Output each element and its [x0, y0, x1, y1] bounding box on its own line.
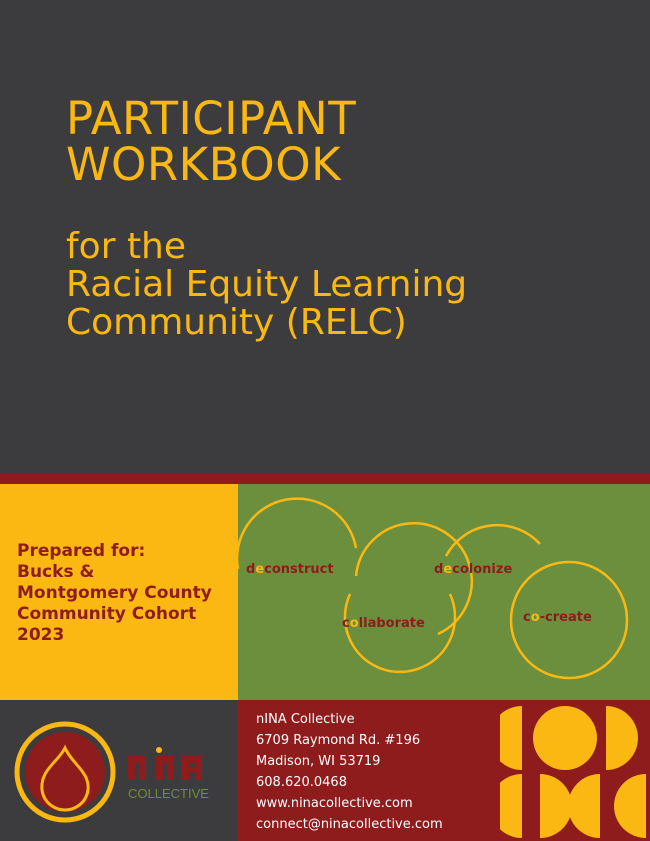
half-circle-icon	[614, 774, 646, 838]
contact-email[interactable]: connect@ninacollective.com	[256, 817, 443, 832]
contact-info	[256, 709, 443, 835]
brand-wordmark-icon	[128, 756, 202, 780]
contact-org: nINA Collective	[256, 712, 355, 727]
arc-deconstruct	[238, 499, 356, 569]
contact-street: 6709 Raymond Rd. #196	[256, 733, 421, 748]
geometric-pattern	[500, 700, 650, 841]
cover-subtitle: for the Racial Equity Learning Community (RELC)	[66, 226, 468, 343]
contact-city: Madison, WI 53719	[256, 754, 381, 769]
cycle-diagram	[238, 484, 650, 700]
contact-phone: 608.620.0468	[256, 775, 347, 790]
full-circle-icon	[533, 706, 597, 770]
word-co-create: co-create	[523, 610, 592, 625]
half-circle-icon	[500, 706, 522, 770]
arc-decolonize	[446, 525, 540, 556]
nina-logo	[0, 700, 238, 841]
logo-collective-text: COLLECTIVE	[128, 786, 209, 801]
contact-panel	[238, 700, 650, 841]
divider-stripe	[0, 474, 650, 484]
logo-panel	[0, 700, 238, 841]
word-collaborate: collaborate	[342, 616, 425, 631]
contact-web[interactable]: www.ninacollective.com	[256, 796, 413, 811]
word-decolonize: decolonize	[434, 562, 513, 577]
half-circle-icon	[568, 774, 600, 838]
cycle-panel	[238, 484, 650, 700]
brand-dot-icon	[156, 747, 162, 753]
half-circle-icon	[500, 774, 522, 838]
word-deconstruct: deconstruct	[246, 562, 334, 577]
half-circle-icon	[540, 774, 572, 838]
cover-title: PARTICIPANT WORKBOOK	[66, 92, 357, 191]
prepared-for-panel	[0, 484, 238, 700]
prepared-for-text: Prepared for: Bucks & Montgomery County Community Cohort 2023	[17, 541, 212, 645]
half-circle-icon	[606, 706, 638, 770]
